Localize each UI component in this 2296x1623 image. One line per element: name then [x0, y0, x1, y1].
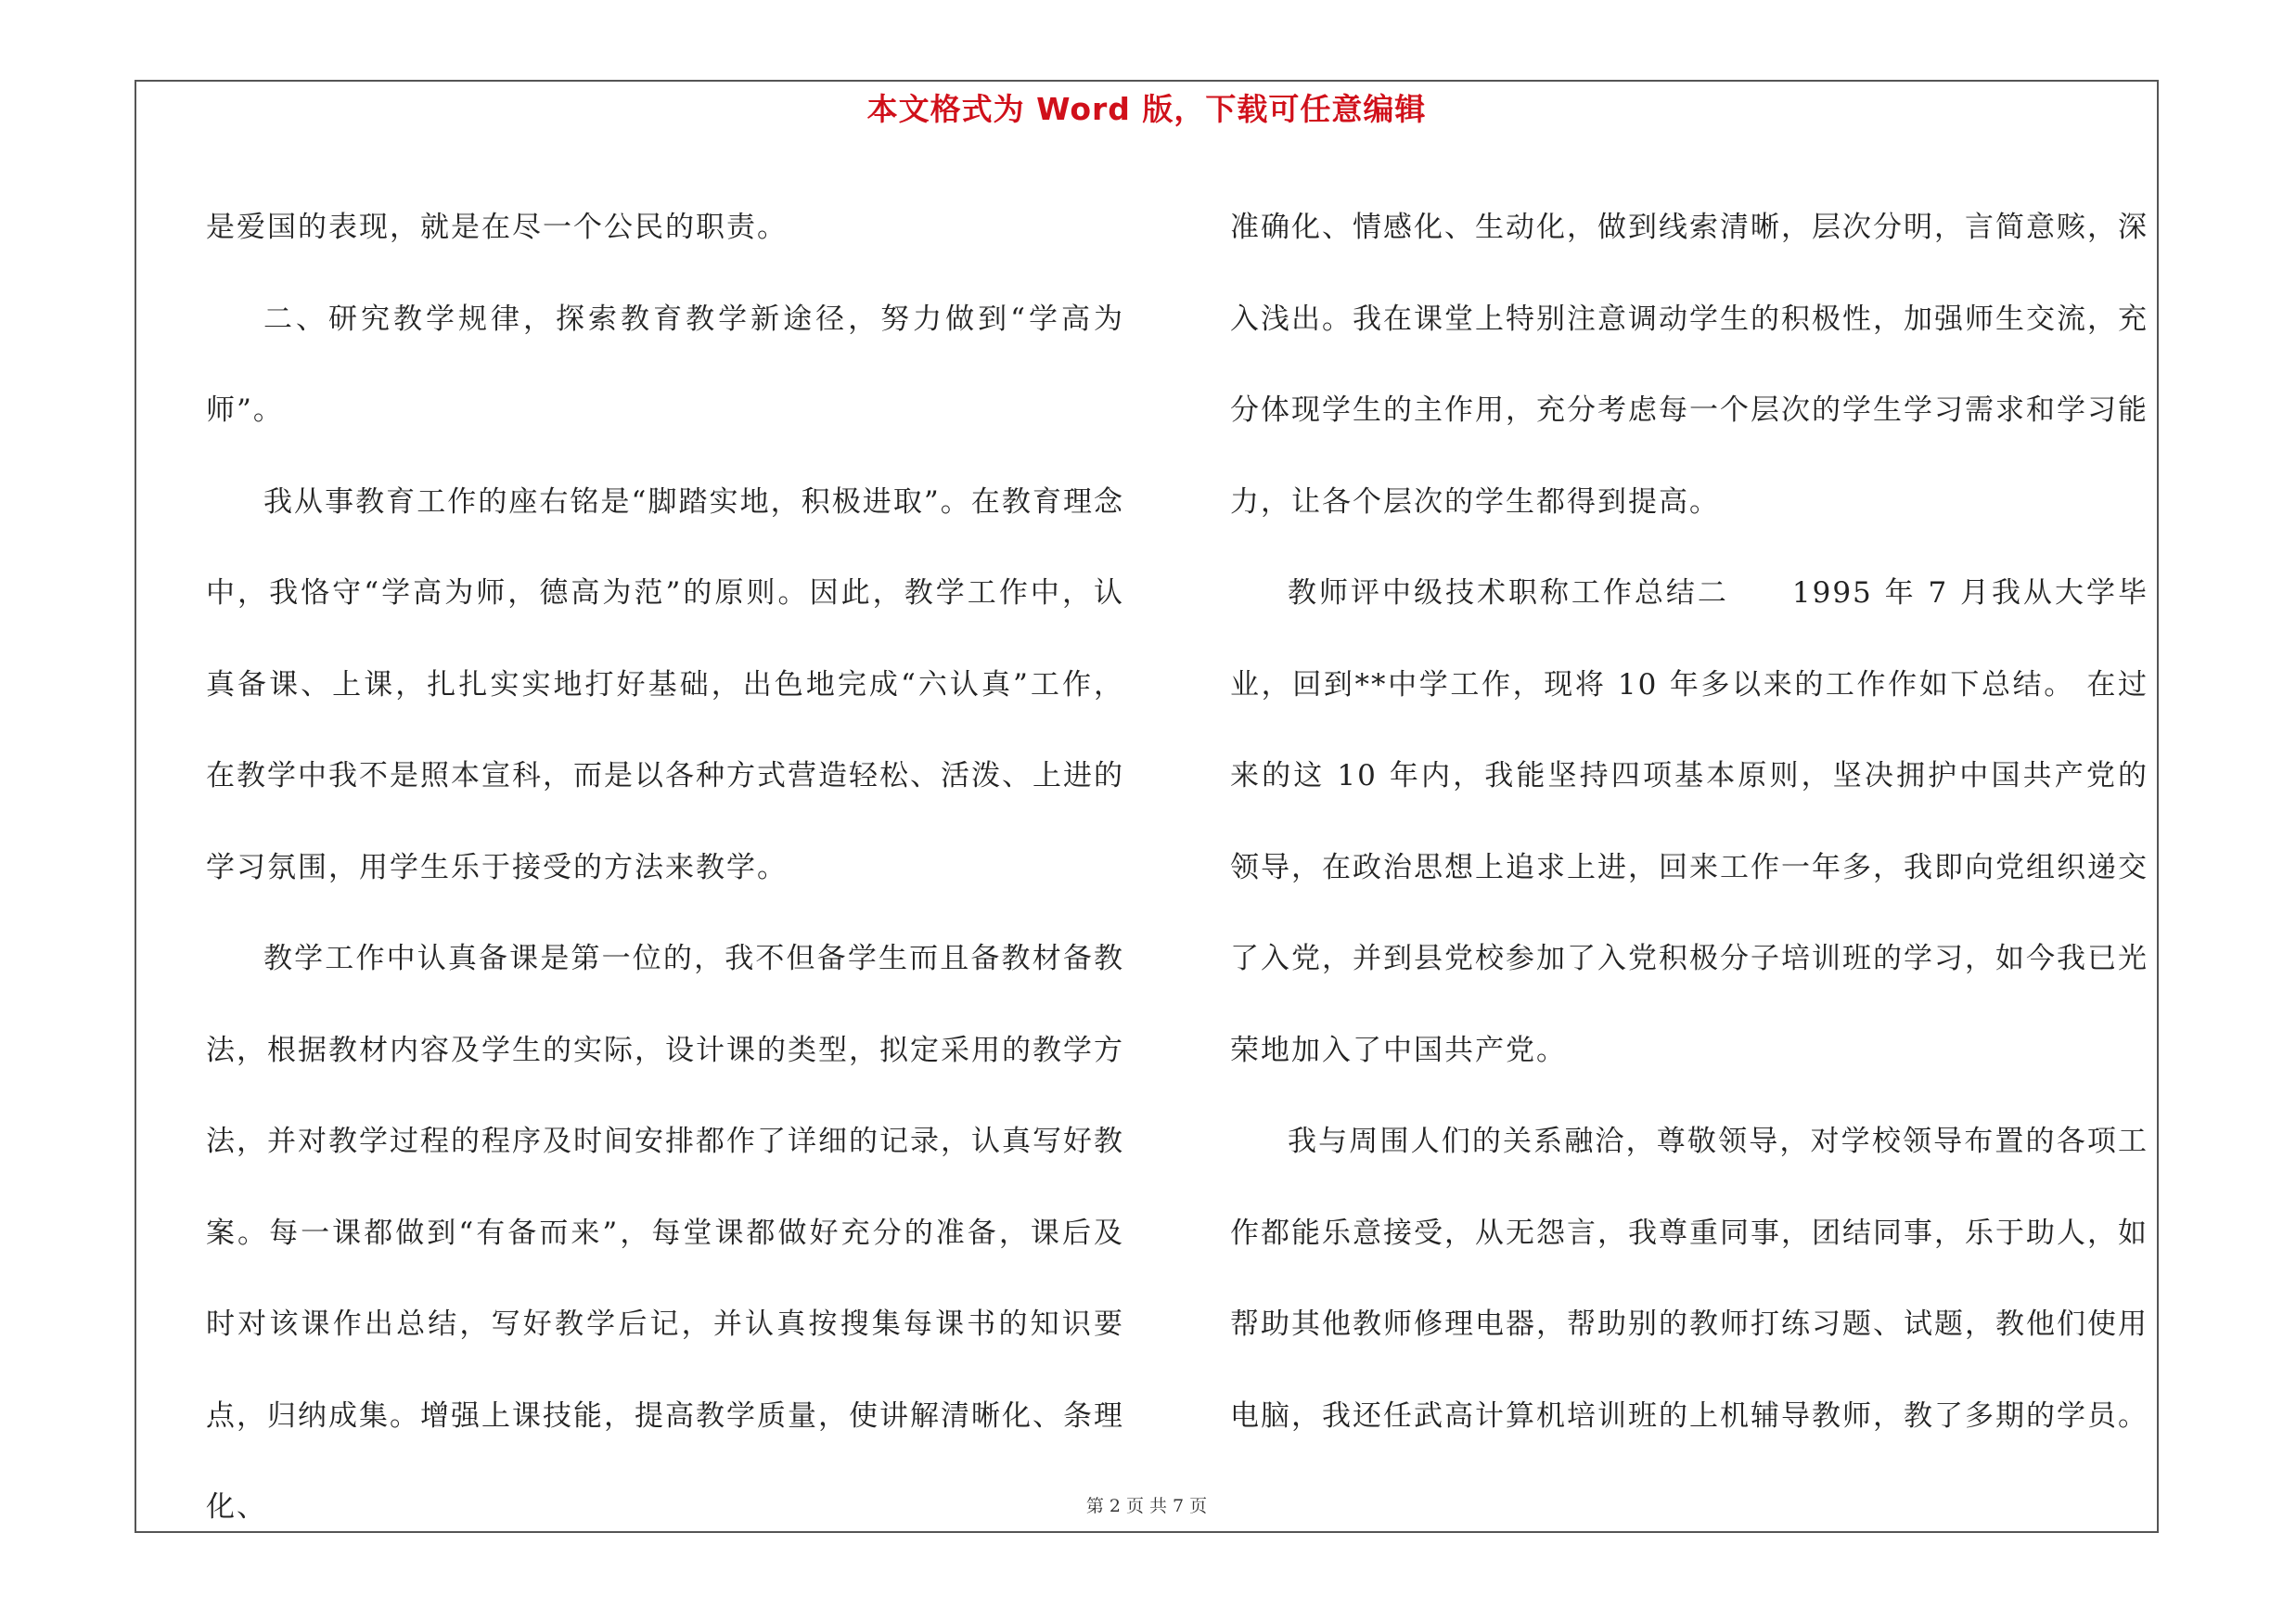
format-banner: 本文格式为 Word 版，下载可任意编辑 — [866, 91, 1427, 127]
paragraph: 教师评中级技术职称工作总结二 1995 年 7 月我从大学毕业，回到**中学工作，现将 10 年多以来的工作作如下总结。 在过来的这 10 年内，我能坚持四项基本原则，坚决拥护中国共产党的领导，在政治思想上追求上进，回来工作一年多，我即向党组织递交了入党，并到县党校参加了入党积极分子培训班的学习，如今我已光荣地加入了中国共产党。 — [1230, 576, 2148, 1067]
paragraph: 教学工作中认真备课是第一位的，我不但备学生而且备教材备教法，根据教材内容及学生的实际，设计课的类型，拟定采用的教学方法，并对教学过程的程序及时间安排都作了详细的记录，认真写好教案。每一课都做到“有备而来”，每堂课都做好充分的准备，课后及时对该课作出总结，写好教学后记，并认真按搜集每课书的知识要点，归纳成集。增强上课技能，提高教学质量，使讲解清晰化、条理化、 — [206, 942, 1124, 1524]
paragraph: 是爱国的表现，就是在尽一个公民的职责。 — [206, 211, 788, 244]
page-number: 第 2 页 共 7 页 — [1085, 1496, 1208, 1516]
section-heading: 二、研究教学规律，探索教育教学新途径，努力做到“学高为师”。 — [206, 302, 1124, 427]
paragraph: 我从事教育工作的座右铭是“脚踏实地，积极进取”。在教育理念中，我恪守“学高为师，德高为范”的原则。因此，教学工作中，认真备课、上课，扎扎实实地打好基础，出色地完成“六认真”工作，在教学中我不是照本宣科，而是以各种方式营造轻松、活泼、上进的学习氛围，用学生乐于接受的方法来教学。 — [206, 484, 1124, 884]
right-column — [1230, 182, 2148, 1462]
left-column — [206, 182, 1124, 1553]
paragraph: 我与周围人们的关系融洽，尊敬领导，对学校领导布置的各项工作都能乐意接受，从无怨言，我尊重同事，团结同事，乐于助人，如帮助其他教师修理电器，帮助别的教师打练习题、试题，教他们使用电脑，我还任武高计算机培训班的上机辅导教师，教了多期的学员。 — [1230, 1125, 2148, 1433]
paragraph: 准确化、情感化、生动化，做到线索清晰，层次分明，言简意赅，深入浅出。我在课堂上特别注意调动学生的积极性，加强师生交流，充分体现学生的主作用，充分考虑每一个层次的学生学习需求和学习能力，让各个层次的学生都得到提高。 — [1230, 211, 2148, 519]
